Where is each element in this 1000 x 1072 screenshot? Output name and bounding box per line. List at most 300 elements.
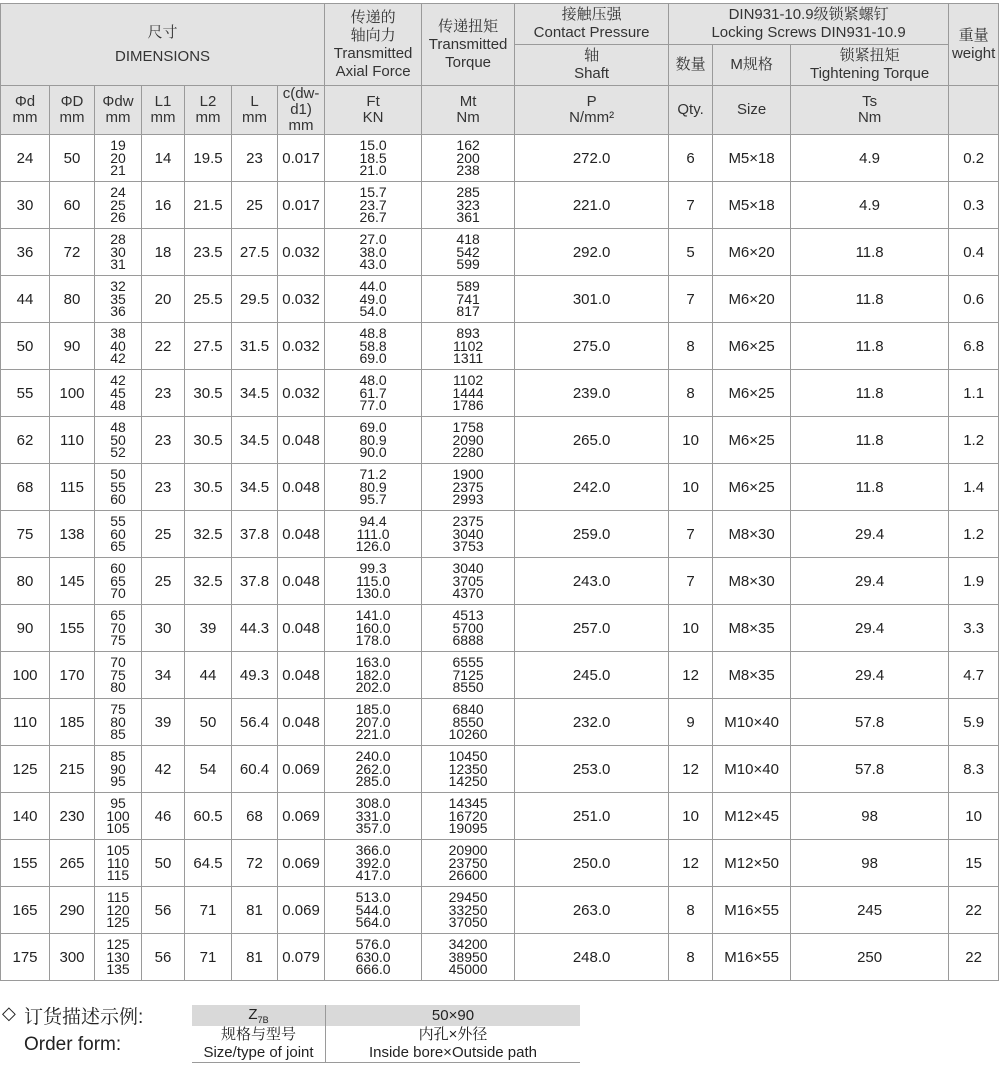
cell-weight: 1.2 <box>949 511 999 558</box>
cell-d: 75 <box>1 511 50 558</box>
order-model: $Z_{7B}$ <box>192 1005 326 1026</box>
unit-Mt: Mt Nm <box>422 86 515 135</box>
cell-Mt: 418 542 599 <box>422 229 515 276</box>
cell-c: 0.048 <box>278 699 325 746</box>
cell-d: 140 <box>1 793 50 840</box>
cell-Mt: 14345 16720 19095 <box>422 793 515 840</box>
cell-P: 242.0 <box>515 464 669 511</box>
cell-c: 0.069 <box>278 887 325 934</box>
cell-size: M5×18 <box>713 135 791 182</box>
cell-d: 125 <box>1 746 50 793</box>
cell-c: 0.069 <box>278 746 325 793</box>
cell-Ft: 27.0 38.0 43.0 <box>325 229 422 276</box>
table-row <box>1 652 999 699</box>
cell-L: 27.5 <box>232 229 278 276</box>
cell-d: 62 <box>1 417 50 464</box>
unit-P: P N/mm² <box>515 86 669 135</box>
cell-dw: 24 25 26 <box>95 182 142 229</box>
cell-weight: 15 <box>949 840 999 887</box>
cell-L: 25 <box>232 182 278 229</box>
cell-L1: 16 <box>142 182 185 229</box>
unit-qty: Qty. <box>669 86 713 135</box>
cell-weight: 0.3 <box>949 182 999 229</box>
cell-L: 60.4 <box>232 746 278 793</box>
cell-L: 72 <box>232 840 278 887</box>
cell-size: M6×20 <box>713 276 791 323</box>
cell-L: 56.4 <box>232 699 278 746</box>
cell-c: 0.032 <box>278 276 325 323</box>
cell-dw: 50 55 60 <box>95 464 142 511</box>
unit-Ts: Ts Nm <box>791 86 949 135</box>
cell-Ts: 57.8 <box>791 746 949 793</box>
cell-L1: 30 <box>142 605 185 652</box>
cell-dw: 125 130 135 <box>95 934 142 981</box>
cell-qty: 8 <box>669 370 713 417</box>
dimensions-header: 尺寸 DIMENSIONS <box>1 4 325 86</box>
cell-weight: 1.4 <box>949 464 999 511</box>
cell-L1: 25 <box>142 511 185 558</box>
axial-force-header: 传递的 轴向力 Transmitted Axial Force <box>325 4 422 86</box>
cell-size: M10×40 <box>713 699 791 746</box>
cell-c: 0.069 <box>278 793 325 840</box>
cell-Ft: 240.0 262.0 285.0 <box>325 746 422 793</box>
cell-Ft: 308.0 331.0 357.0 <box>325 793 422 840</box>
cell-L2: 39 <box>185 605 232 652</box>
cell-L2: 30.5 <box>185 417 232 464</box>
cell-L: 29.5 <box>232 276 278 323</box>
cell-c: 0.032 <box>278 370 325 417</box>
cell-P: 245.0 <box>515 652 669 699</box>
cell-qty: 7 <box>669 558 713 605</box>
cell-weight: 1.9 <box>949 558 999 605</box>
cell-D: 100 <box>50 370 95 417</box>
cell-D: 170 <box>50 652 95 699</box>
qty-cn-header: 数量 <box>669 45 713 86</box>
cell-Mt: 34200 38950 45000 <box>422 934 515 981</box>
cell-Ft: 94.4 111.0 126.0 <box>325 511 422 558</box>
cell-qty: 9 <box>669 699 713 746</box>
cell-L: 23 <box>232 135 278 182</box>
cell-P: 275.0 <box>515 323 669 370</box>
cell-Ft: 513.0 544.0 564.0 <box>325 887 422 934</box>
order-label1-cn: 规格与型号 <box>192 1026 326 1044</box>
table-row <box>1 793 999 840</box>
cell-Ft: 185.0 207.0 221.0 <box>325 699 422 746</box>
cell-Ft: 71.2 80.9 95.7 <box>325 464 422 511</box>
cell-L: 34.5 <box>232 417 278 464</box>
cell-qty: 7 <box>669 511 713 558</box>
cell-Ft: 15.7 23.7 26.7 <box>325 182 422 229</box>
cell-size: M6×25 <box>713 464 791 511</box>
cell-L: 34.5 <box>232 370 278 417</box>
cell-D: 185 <box>50 699 95 746</box>
cell-d: 90 <box>1 605 50 652</box>
cell-dw: 32 35 36 <box>95 276 142 323</box>
cell-L2: 71 <box>185 934 232 981</box>
cell-L2: 50 <box>185 699 232 746</box>
cell-weight: 0.6 <box>949 276 999 323</box>
cell-D: 290 <box>50 887 95 934</box>
table-row <box>1 464 999 511</box>
cell-weight: 5.9 <box>949 699 999 746</box>
unit-L1: L1 mm <box>142 86 185 135</box>
cell-weight: 10 <box>949 793 999 840</box>
cell-L: 81 <box>232 934 278 981</box>
cell-Ts: 4.9 <box>791 182 949 229</box>
unit-Ft: Ft KN <box>325 86 422 135</box>
cell-qty: 5 <box>669 229 713 276</box>
cell-Ts: 29.4 <box>791 652 949 699</box>
cell-dw: 65 70 75 <box>95 605 142 652</box>
cell-L: 37.8 <box>232 511 278 558</box>
table-row <box>1 182 999 229</box>
cell-Ft: 99.3 115.0 130.0 <box>325 558 422 605</box>
cell-L: 31.5 <box>232 323 278 370</box>
cell-Ts: 11.8 <box>791 323 949 370</box>
unit-size: Size <box>713 86 791 135</box>
cell-Mt: 1758 2090 2280 <box>422 417 515 464</box>
cell-P: 250.0 <box>515 840 669 887</box>
cell-weight: 6.8 <box>949 323 999 370</box>
cell-L1: 56 <box>142 887 185 934</box>
order-title-en: Order form: <box>24 1034 122 1055</box>
cell-Mt: 3040 3705 4370 <box>422 558 515 605</box>
cell-Ts: 11.8 <box>791 417 949 464</box>
cell-Ts: 4.9 <box>791 135 949 182</box>
cell-L: 34.5 <box>232 464 278 511</box>
cell-Ts: 11.8 <box>791 229 949 276</box>
table-row <box>1 511 999 558</box>
cell-P: 259.0 <box>515 511 669 558</box>
cell-L1: 23 <box>142 417 185 464</box>
cell-D: 215 <box>50 746 95 793</box>
unit-L2: L2 mm <box>185 86 232 135</box>
cell-Ts: 11.8 <box>791 276 949 323</box>
cell-size: M10×40 <box>713 746 791 793</box>
cell-d: 165 <box>1 887 50 934</box>
cell-size: M16×55 <box>713 934 791 981</box>
cell-Ts: 57.8 <box>791 699 949 746</box>
table-row <box>1 135 999 182</box>
cell-L2: 64.5 <box>185 840 232 887</box>
cell-weight: 22 <box>949 887 999 934</box>
cell-Ts: 29.4 <box>791 605 949 652</box>
cell-L2: 25.5 <box>185 276 232 323</box>
cell-Mt: 20900 23750 26600 <box>422 840 515 887</box>
cell-L2: 21.5 <box>185 182 232 229</box>
specification-table <box>0 3 999 981</box>
cell-Mt: 6555 7125 8550 <box>422 652 515 699</box>
cell-L1: 50 <box>142 840 185 887</box>
cell-c: 0.048 <box>278 558 325 605</box>
cell-D: 50 <box>50 135 95 182</box>
cell-c: 0.048 <box>278 605 325 652</box>
cell-d: 175 <box>1 934 50 981</box>
cell-qty: 10 <box>669 417 713 464</box>
tightening-header: 锁紧扭矩 Tightening Torque <box>791 45 949 86</box>
cell-P: 301.0 <box>515 276 669 323</box>
cell-Ft: 163.0 182.0 202.0 <box>325 652 422 699</box>
cell-dw: 48 50 52 <box>95 417 142 464</box>
cell-c: 0.032 <box>278 229 325 276</box>
cell-L1: 39 <box>142 699 185 746</box>
cell-c: 0.032 <box>278 323 325 370</box>
cell-L2: 27.5 <box>185 323 232 370</box>
cell-qty: 12 <box>669 840 713 887</box>
cell-P: 257.0 <box>515 605 669 652</box>
cell-L1: 23 <box>142 370 185 417</box>
cell-L2: 44 <box>185 652 232 699</box>
cell-dw: 55 60 65 <box>95 511 142 558</box>
cell-size: M16×55 <box>713 887 791 934</box>
cell-L: 68 <box>232 793 278 840</box>
table-row <box>1 229 999 276</box>
order-label1-en: Size/type of joint <box>192 1044 326 1063</box>
cell-weight: 0.2 <box>949 135 999 182</box>
cell-P: 221.0 <box>515 182 669 229</box>
cell-L1: 18 <box>142 229 185 276</box>
cell-qty: 7 <box>669 182 713 229</box>
cell-qty: 8 <box>669 934 713 981</box>
cell-weight: 3.3 <box>949 605 999 652</box>
cell-D: 115 <box>50 464 95 511</box>
unit-D: ΦD mm <box>50 86 95 135</box>
order-title-cn: 订货描述示例: <box>24 1007 144 1028</box>
cell-d: 50 <box>1 323 50 370</box>
cell-L1: 56 <box>142 934 185 981</box>
cell-qty: 7 <box>669 276 713 323</box>
cell-size: M5×18 <box>713 182 791 229</box>
cell-D: 90 <box>50 323 95 370</box>
cell-weight: 8.3 <box>949 746 999 793</box>
cell-P: 263.0 <box>515 887 669 934</box>
cell-qty: 10 <box>669 793 713 840</box>
cell-P: 232.0 <box>515 699 669 746</box>
cell-d: 30 <box>1 182 50 229</box>
cell-Ft: 141.0 160.0 178.0 <box>325 605 422 652</box>
order-label2-en: Inside bore×Outside path <box>326 1044 581 1063</box>
cell-weight: 4.7 <box>949 652 999 699</box>
cell-dw: 105 110 115 <box>95 840 142 887</box>
cell-P: 243.0 <box>515 558 669 605</box>
shaft-header: 轴 Shaft <box>515 45 669 86</box>
cell-L2: 30.5 <box>185 464 232 511</box>
cell-P: 292.0 <box>515 229 669 276</box>
cell-D: 265 <box>50 840 95 887</box>
unit-dw: Φdw mm <box>95 86 142 135</box>
cell-dw: 19 20 21 <box>95 135 142 182</box>
table-row <box>1 840 999 887</box>
order-label2-cn: 内孔×外径 <box>418 1026 488 1043</box>
cell-dw: 42 45 48 <box>95 370 142 417</box>
cell-Mt: 10450 12350 14250 <box>422 746 515 793</box>
cell-Ts: 29.4 <box>791 558 949 605</box>
order-form <box>0 1000 600 1070</box>
table-row <box>1 934 999 981</box>
locking-screws-header: DIN931-10.9级锁紧螺钉 Locking Screws DIN931-10.9 <box>669 4 949 45</box>
cell-qty: 8 <box>669 323 713 370</box>
order-example: 50×90 <box>326 1005 581 1026</box>
cell-c: 0.079 <box>278 934 325 981</box>
cell-L2: 32.5 <box>185 511 232 558</box>
cell-size: M6×25 <box>713 417 791 464</box>
cell-c: 0.048 <box>278 417 325 464</box>
table-row <box>1 276 999 323</box>
cell-weight: 22 <box>949 934 999 981</box>
cell-d: 110 <box>1 699 50 746</box>
table-row <box>1 699 999 746</box>
cell-L1: 20 <box>142 276 185 323</box>
cell-Ft: 44.0 49.0 54.0 <box>325 276 422 323</box>
cell-P: 251.0 <box>515 793 669 840</box>
cell-qty: 12 <box>669 652 713 699</box>
cell-Mt: 29450 33250 37050 <box>422 887 515 934</box>
cell-dw: 95 100 105 <box>95 793 142 840</box>
cell-Mt: 1900 2375 2993 <box>422 464 515 511</box>
table-row <box>1 605 999 652</box>
cell-Ft: 48.8 58.8 69.0 <box>325 323 422 370</box>
cell-dw: 38 40 42 <box>95 323 142 370</box>
cell-c: 0.048 <box>278 511 325 558</box>
cell-D: 145 <box>50 558 95 605</box>
cell-L2: 60.5 <box>185 793 232 840</box>
cell-Ts: 250 <box>791 934 949 981</box>
table-body <box>1 135 999 981</box>
cell-size: M8×35 <box>713 605 791 652</box>
cell-Ts: 98 <box>791 840 949 887</box>
cell-Ft: 48.0 61.7 77.0 <box>325 370 422 417</box>
cell-Mt: 2375 3040 3753 <box>422 511 515 558</box>
cell-dw: 70 75 80 <box>95 652 142 699</box>
cell-size: M8×30 <box>713 558 791 605</box>
unit-weight <box>949 86 999 135</box>
cell-qty: 12 <box>669 746 713 793</box>
cell-Ts: 245 <box>791 887 949 934</box>
cell-L1: 25 <box>142 558 185 605</box>
torque-header: 传递扭矩 Transmitted Torque <box>422 4 515 86</box>
cell-L1: 46 <box>142 793 185 840</box>
contact-pressure-header: 接触压强 Contact Pressure <box>515 4 669 45</box>
cell-weight: 1.1 <box>949 370 999 417</box>
cell-d: 24 <box>1 135 50 182</box>
cell-weight: 1.2 <box>949 417 999 464</box>
cell-Mt: 6840 8550 10260 <box>422 699 515 746</box>
cell-D: 80 <box>50 276 95 323</box>
cell-L1: 34 <box>142 652 185 699</box>
table-row <box>1 417 999 464</box>
size-cn-header: M规格 <box>713 45 791 86</box>
cell-size: M12×45 <box>713 793 791 840</box>
cell-P: 253.0 <box>515 746 669 793</box>
order-example-table <box>192 1005 580 1063</box>
cell-size: M8×35 <box>713 652 791 699</box>
cell-c: 0.069 <box>278 840 325 887</box>
cell-size: M6×25 <box>713 370 791 417</box>
cell-Ts: 29.4 <box>791 511 949 558</box>
table-row <box>1 558 999 605</box>
cell-d: 44 <box>1 276 50 323</box>
cell-Mt: 1102 1444 1786 <box>422 370 515 417</box>
cell-L: 81 <box>232 887 278 934</box>
cell-L1: 14 <box>142 135 185 182</box>
cell-D: 72 <box>50 229 95 276</box>
cell-Ft: 366.0 392.0 417.0 <box>325 840 422 887</box>
unit-c: c(dw-d1) mm <box>278 86 325 135</box>
cell-dw: 85 90 95 <box>95 746 142 793</box>
cell-d: 68 <box>1 464 50 511</box>
unit-d: Φd mm <box>1 86 50 135</box>
cell-L2: 30.5 <box>185 370 232 417</box>
cell-D: 60 <box>50 182 95 229</box>
cell-d: 100 <box>1 652 50 699</box>
cell-Ts: 11.8 <box>791 464 949 511</box>
cell-dw: 115 120 125 <box>95 887 142 934</box>
cell-L: 49.3 <box>232 652 278 699</box>
table-row <box>1 746 999 793</box>
cell-D: 230 <box>50 793 95 840</box>
cell-L2: 71 <box>185 887 232 934</box>
cell-c: 0.048 <box>278 464 325 511</box>
cell-L2: 19.5 <box>185 135 232 182</box>
cell-L2: 32.5 <box>185 558 232 605</box>
table-row <box>1 323 999 370</box>
cell-Ts: 11.8 <box>791 370 949 417</box>
table-row <box>1 887 999 934</box>
cell-Mt: 589 741 817 <box>422 276 515 323</box>
cell-L2: 23.5 <box>185 229 232 276</box>
cell-d: 155 <box>1 840 50 887</box>
cell-dw: 28 30 31 <box>95 229 142 276</box>
weight-header: 重量 weight <box>949 4 999 86</box>
cell-D: 155 <box>50 605 95 652</box>
cell-c: 0.017 <box>278 135 325 182</box>
cell-L: 37.8 <box>232 558 278 605</box>
cell-qty: 10 <box>669 464 713 511</box>
cell-P: 272.0 <box>515 135 669 182</box>
cell-L2: 54 <box>185 746 232 793</box>
table-row <box>1 370 999 417</box>
cell-size: M12×50 <box>713 840 791 887</box>
cell-L1: 23 <box>142 464 185 511</box>
cell-size: M6×20 <box>713 229 791 276</box>
unit-L: L mm <box>232 86 278 135</box>
cell-L: 44.3 <box>232 605 278 652</box>
cell-size: M6×25 <box>713 323 791 370</box>
cell-size: M8×30 <box>713 511 791 558</box>
cell-P: 265.0 <box>515 417 669 464</box>
cell-Ts: 98 <box>791 793 949 840</box>
cell-d: 36 <box>1 229 50 276</box>
cell-L1: 22 <box>142 323 185 370</box>
cell-Mt: 4513 5700 6888 <box>422 605 515 652</box>
cell-D: 300 <box>50 934 95 981</box>
cell-qty: 8 <box>669 887 713 934</box>
cell-Ft: 69.0 80.9 90.0 <box>325 417 422 464</box>
cell-D: 110 <box>50 417 95 464</box>
cell-c: 0.017 <box>278 182 325 229</box>
cell-P: 248.0 <box>515 934 669 981</box>
cell-dw: 60 65 70 <box>95 558 142 605</box>
cell-L1: 42 <box>142 746 185 793</box>
cell-d: 55 <box>1 370 50 417</box>
cell-Mt: 162 200 238 <box>422 135 515 182</box>
cell-d: 80 <box>1 558 50 605</box>
cell-qty: 10 <box>669 605 713 652</box>
cell-P: 239.0 <box>515 370 669 417</box>
cell-Ft: 15.0 18.5 21.0 <box>325 135 422 182</box>
cell-Mt: 893 1102 1311 <box>422 323 515 370</box>
cell-D: 138 <box>50 511 95 558</box>
